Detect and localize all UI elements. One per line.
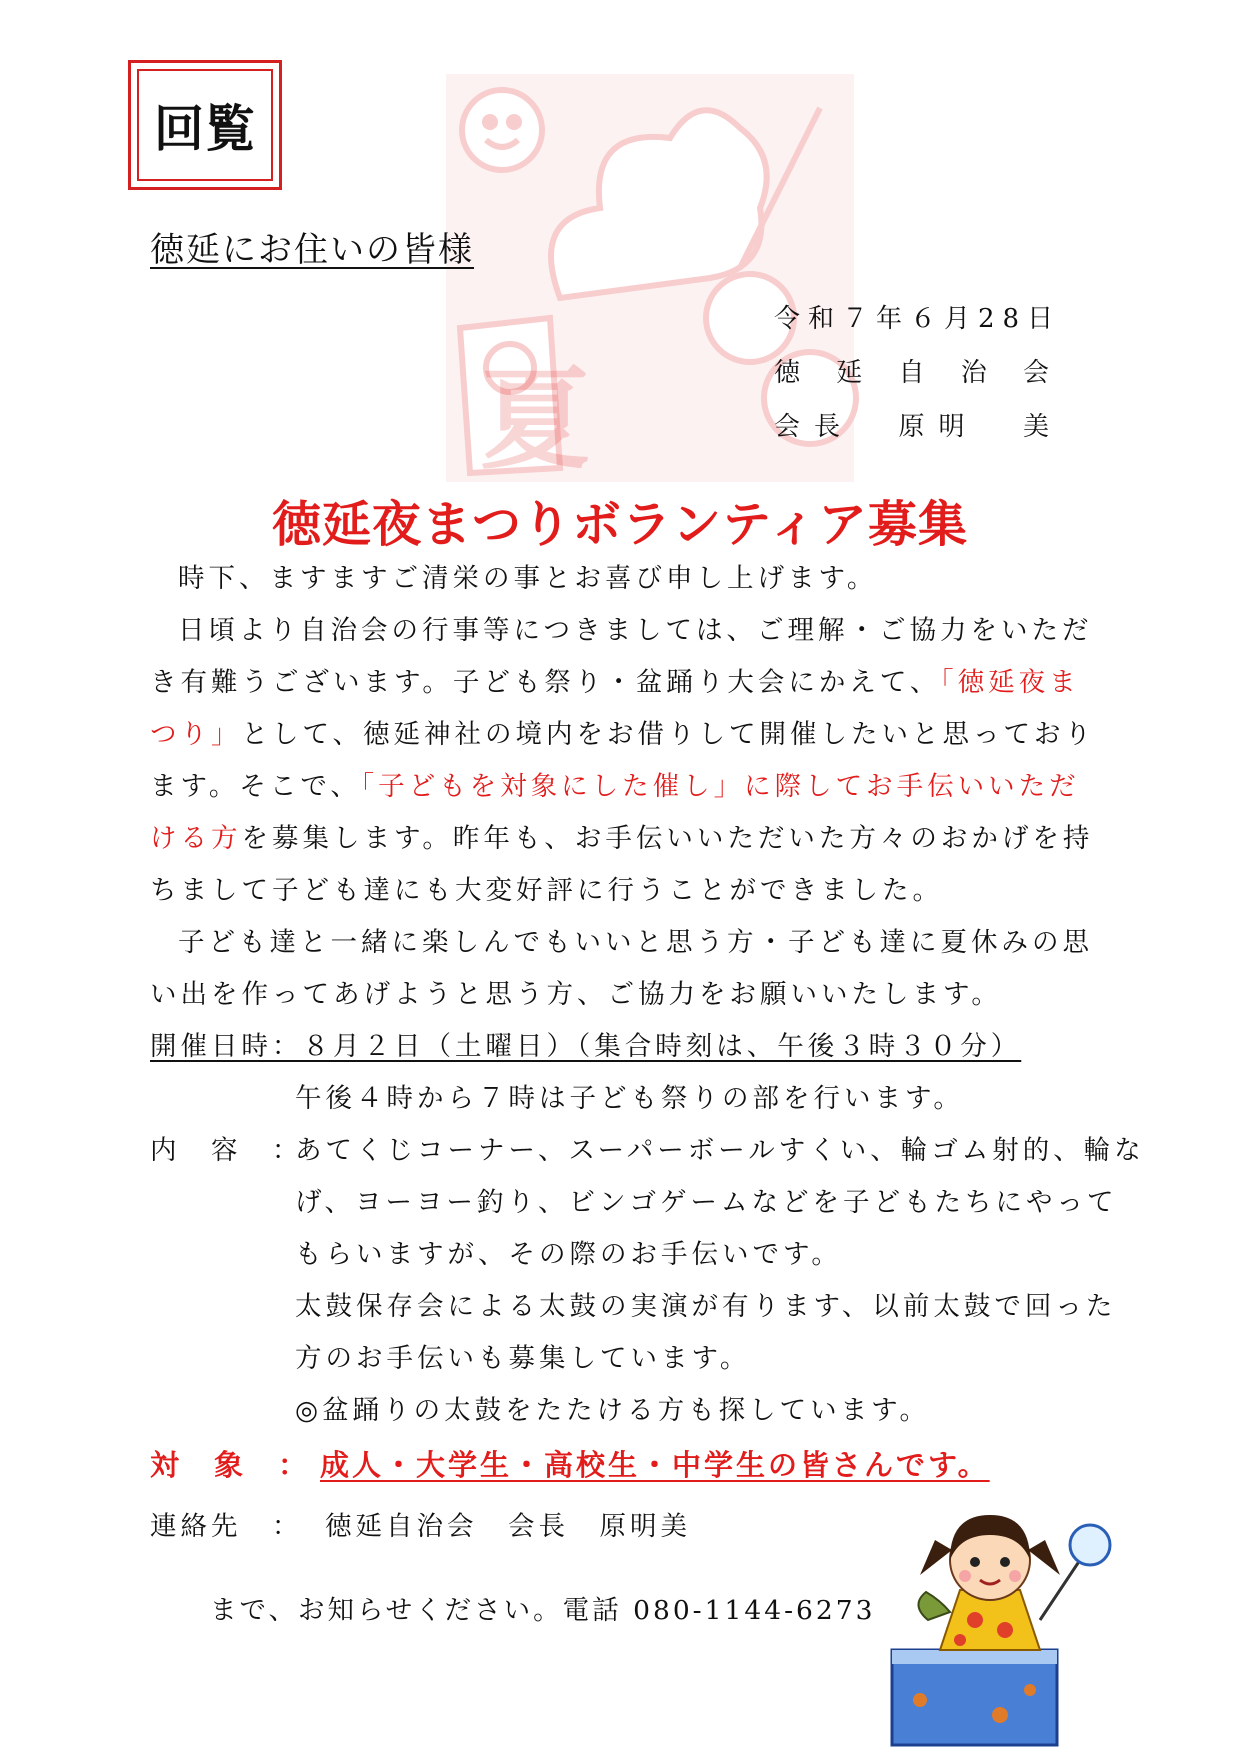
target-line xyxy=(150,1439,990,1491)
content-line-6: ◎盆踊りの太鼓をたたける方も探しています。 xyxy=(295,1395,931,1426)
target-label: 対 象 ： xyxy=(150,1448,311,1482)
event-name-highlight: 「徳延夜まつり」 xyxy=(150,667,1080,750)
stamp-label: 回覧 xyxy=(154,100,256,158)
main-text-3: を募集します。昨年も、お手伝いいただいた方々のおかげを持ちまして子ども達にも大変好評に行うことができました。 xyxy=(150,823,1094,906)
closing-note: まで、お知らせください。電話 080-1144-6273 xyxy=(210,1595,876,1626)
main-paragraph xyxy=(150,605,1100,917)
target-value: 成人・大学生・高校生・中学生の皆さんです。 xyxy=(320,1448,990,1482)
contact-value: 徳延自治会 会長 原明美 xyxy=(325,1511,691,1542)
content-line-4: 太鼓保存会による太鼓の実演が有ります、以前太鼓で回った xyxy=(295,1291,1117,1322)
issue-date: 令和７年６月28日 xyxy=(774,304,1062,334)
issuing-organization: 徳 延 自 治 会 xyxy=(774,358,1064,388)
content-label: 内 容 ： xyxy=(150,1135,303,1166)
schedule-row xyxy=(150,1021,1100,1073)
greeting-paragraph: 時下、ますますご清栄の事とお喜び申し上げます。 xyxy=(178,563,878,594)
girl-goldfish-illustration xyxy=(880,1500,1130,1750)
main-text-1: 日頃より自治会の行事等につきましては、ご理解・ご協力をいただき有難うございます。子ども祭り・盆踊り大会にかえて、 xyxy=(150,615,1093,698)
watermark-summer-kanji: 夏 xyxy=(480,356,590,484)
content-row xyxy=(150,1125,1145,1177)
content-line-1: あてくじコーナー、スーパーボールすくい、輪ゴム射的、輪な xyxy=(295,1135,1145,1166)
circulation-stamp-inner xyxy=(137,69,273,181)
schedule-value: ８月２日（土曜日）（集合時刻は、午後３時３０分） xyxy=(302,1031,1022,1062)
contact-label: 連絡先 ： xyxy=(150,1511,303,1542)
content-line-3: もらいますが、その際のお手伝いです。 xyxy=(295,1239,842,1270)
request-paragraph: 子ども達と一緒に楽しんでもいいと思う方・子ども達に夏休みの思い出を作ってあげようと思う方、ご協力をお願いいたします。 xyxy=(150,927,1093,1010)
schedule-line xyxy=(150,1031,1021,1062)
target-row xyxy=(150,1439,1100,1491)
volunteer-request-highlight: 「子どもを対象にした催し」に際してお手伝いいただける方 xyxy=(150,771,1080,854)
content-line-5: 方のお手伝いも募集しています。 xyxy=(295,1343,751,1374)
document-title: 徳延夜まつりボランティア募集 xyxy=(271,496,969,553)
main-text-2: として、徳延神社の境内をお借りして開催したいと思っております。そこで、 xyxy=(150,719,1095,802)
schedule-note: 午後４時から７時は子ども祭りの部を行います。 xyxy=(295,1083,964,1114)
circulation-stamp xyxy=(128,60,282,190)
content-line-2: げ、ヨーヨー釣り、ビンゴゲームなどを子どもたちにやって xyxy=(295,1187,1118,1218)
schedule-label: 開催日時： xyxy=(150,1031,303,1062)
addressee: 徳延にお住いの皆様 xyxy=(150,230,474,270)
document-body xyxy=(150,553,1145,1553)
issuing-author: 会長 原明 美 xyxy=(774,412,1064,442)
